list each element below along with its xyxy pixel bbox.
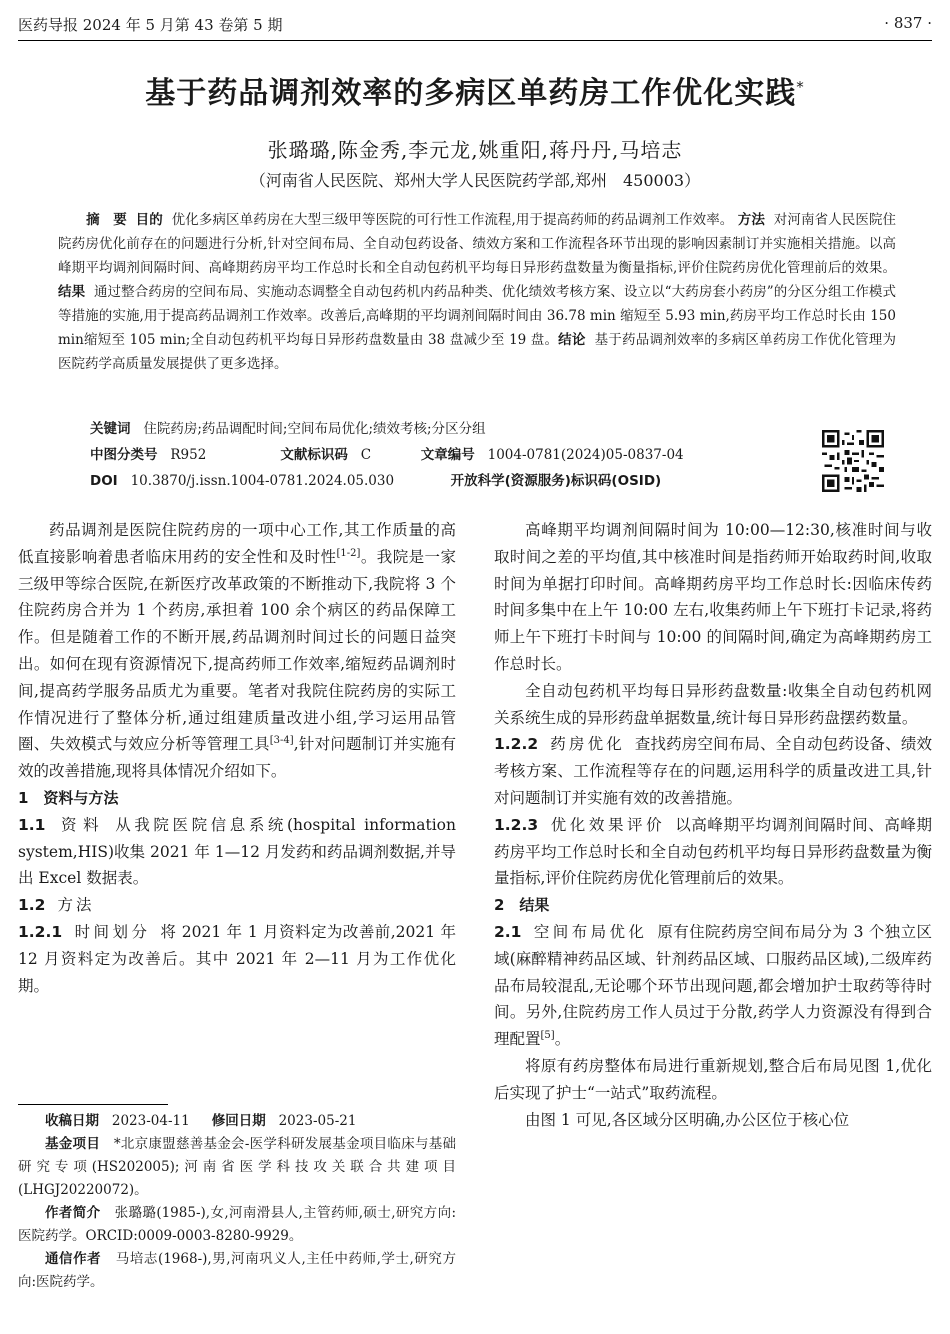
section-1-2-1 <box>18 919 456 999</box>
classification-row <box>90 443 684 467</box>
section-1-1-title: 资料 <box>57 815 106 834</box>
right-column <box>494 517 932 1133</box>
section-1-1-number: 1.1 <box>18 815 46 834</box>
footnotes <box>18 1110 456 1294</box>
intro-text-c: ,针对问题制订并实施有效的改善措施,现将具体情况介绍如下。 <box>18 735 456 781</box>
layout-figure-paragraph: 将原有药房整体布局进行重新规划,整合后布局见图 1,优化后实现了护士“一站式”取药流程。 <box>494 1056 932 1102</box>
clc-value: R952 <box>170 447 207 463</box>
tray-count-paragraph: 全自动包药机平均每日异形药盘数量:收集全自动包药机网关系统生成的异形药盘单据数量,统计每日异形药盘摆药数量。 <box>494 681 932 727</box>
section-2-1-number: 2.1 <box>494 922 522 941</box>
received-label: 收稿日期 <box>45 1113 99 1129</box>
keywords-row <box>90 417 486 441</box>
footnote-rule <box>18 1104 168 1105</box>
figure-description-paragraph: 由图 1 可见,各区域分区明确,办公区位于核心位 <box>525 1110 850 1129</box>
osid-qr-code <box>822 430 884 492</box>
fund-text: *北京康盟慈善基金会-医学科研发展基金项目临床与基础研究专项(HS202005);河南省医学科技攻关联合共建项目(LHGJ20220072)。 <box>18 1136 457 1198</box>
author-footnote <box>18 1202 456 1248</box>
keywords-label: 关键词 <box>90 421 131 437</box>
section-1-2 <box>18 892 456 919</box>
osid-label: 开放科学(资源服务)标识码(OSID) <box>450 473 662 489</box>
affiliation: （河南省人民医院、郑州大学人民医院药学部,郑州 450003） <box>249 171 701 190</box>
section-heading-1: 1 资料与方法 <box>18 788 119 807</box>
section-1-2-2 <box>494 731 932 811</box>
corresponding-footnote <box>18 1248 456 1294</box>
dates-footnote <box>18 1110 456 1133</box>
section-1-2-1-number: 1.2.1 <box>18 922 63 941</box>
doi-value: 10.3870/j.issn.1004-0781.2024.05.030 <box>130 473 395 489</box>
section-2-1 <box>494 919 932 1053</box>
conclusion-text: 基于药品调剂效率的多病区单药房工作优化管理为医院药学高质量发展提供了更多选择。 <box>58 332 897 372</box>
section-heading-2: 2 结果 <box>494 896 550 915</box>
section-1-2-3-number: 1.2.3 <box>494 815 539 834</box>
abstract <box>58 208 896 376</box>
author-bio-label: 作者简介 <box>45 1205 101 1221</box>
results-text: 通过整合药房的空间布局、实施动态调整全自动包药机内药品种类、优化绩效考核方案、设立以“大药房套小药房”的分区分组工作模式等措施的实施,用于提高药品调剂工作效率。改善后,高峰期的平均调剂间隔时间由 36.78 min 缩短至 5.93 min,药房平均工作总时长由 150 min缩短至 105 min;全自动包药机平均每日异形药盘数量由 38 盘减少至 19 盘。 <box>58 284 896 348</box>
intro-paragraph <box>18 517 456 785</box>
article-no-label: 文章编号 <box>420 447 475 463</box>
section-1-1 <box>18 812 456 892</box>
title-text: 基于药品调剂效率的多病区单药房工作优化实践 <box>145 76 797 111</box>
section-1-2-2-title: 药房优化 <box>550 735 625 754</box>
section-1-1-text: 从我院医院信息系统(hospital information system,HIS)收集 2021 年 1—12 月发药和药品调剂数据,并导出 Excel 数据表。 <box>18 815 456 888</box>
doc-code-value: C <box>360 447 372 463</box>
intro-text-a: 药品调剂是医院住院药房的一项中心工作,其工作质量的高低直接影响着患者临床用药的安全性和及时性 <box>18 521 456 566</box>
section-2-1-title: 空间布局优化 <box>533 922 648 941</box>
clc-label: 中图分类号 <box>90 447 158 463</box>
section-1-2-3 <box>494 812 932 892</box>
article-no-value: 1004-0781(2024)05-0837-04 <box>487 447 684 463</box>
peak-interval-paragraph: 高峰期平均调剂间隔时间为 10:00—12:30,核准时间与收取时间之差的平均值,其中核准时间是指药师开始取药时间,收取时间为单据打印时间。高峰期药房平均工作总时长:因临床传药时间多集中在上午 10:00 左右,收集药师上午下班打卡记录,将药师上午下班打卡时间与 10:00 的间隔时间,确定为高峰期药房工作总时长。 <box>494 521 932 673</box>
corresponding-label: 通信作者 <box>45 1251 102 1267</box>
section-1-2-1-text: 将 2021 年 1 月资料定为改善前,2021 年 12 月资料定为改善后。其中 2021 年 2—11 月为工作优化期。 <box>18 922 456 995</box>
section-1-2-3-text: 以高峰期平均调剂间隔时间、高峰期药房平均工作总时长和全自动包药机平均每日异形药盘数量为衡量指标,评价住院药房优化管理前后的效果。 <box>494 815 932 888</box>
section-2-1-end: 。 <box>554 1030 571 1049</box>
fund-footnote <box>18 1133 456 1202</box>
author-bio-text: 张璐璐(1985-),女,河南滑县人,主管药师,硕士,研究方向:医院药学。ORCID:0009-0003-8280-9929。 <box>18 1205 457 1244</box>
objective-text: 优化多病区单药房在大型三级甲等医院的可行性工作流程,用于提高药师的药品调剂工作效率。 <box>171 212 734 228</box>
fund-label: 基金项目 <box>45 1136 101 1152</box>
page-number: · 837 · <box>884 14 932 32</box>
doc-code-label: 文献标识码 <box>280 447 348 463</box>
section-1-2-title: 方法 <box>57 896 95 915</box>
abstract-label: 摘 要 <box>86 212 127 228</box>
methods-text: 对河南省人民医院住院药房优化前存在的问题进行分析,针对空间布局、全自动包药设备、绩效方案和工作流程各环节出现的影响因素制订并实施相关措施。以高峰期平均调剂间隔时间、高峰期药房平均工作总时长和全自动包药机平均每日异形药盘数量为衡量指标,评价住院药房优化管理前后的效果。 <box>58 212 897 276</box>
section-1-2-3-title: 优化效果评价 <box>550 815 666 834</box>
results-label: 结果 <box>58 284 86 300</box>
revised-date: 2023-05-21 <box>278 1113 357 1129</box>
section-1-2-2-number: 1.2.2 <box>494 735 539 754</box>
conclusion-label: 结论 <box>558 332 586 348</box>
header-rule <box>18 40 932 41</box>
author-list: 张璐璐,陈金秀,李元龙,姚重阳,蒋丹丹,马培志 <box>267 138 683 162</box>
intro-text-b: 。我院是一家三级甲等综合医院,在新医疗改革政策的不断推动下,我院将 3 个住院药房合并为 1 个药房,承担着 100 余个病区的药品保障工作。但是随着工作的不断开展,药品调剂时间过长的问题日益突出。如何在现有资源情况下,提高药师工作效率,缩短药品调剂时间,提高药学服务品质尤为重要。笔者对我院住院药房的实际工作情况进行了整体分析,通过组建质量改进小组,学习运用品管圈、失效模式与效应分析等管理工具 <box>18 547 456 754</box>
paper-title <box>0 68 950 112</box>
section-1-2-number: 1.2 <box>18 896 46 915</box>
left-column <box>18 517 456 999</box>
section-2-1-text: 原有住院药房空间布局分为 3 个独立区域(麻醉精神药品区域、针剂药品区域、口服药品区域),二级库药品布局较混乱,无论哪个环节出现问题,都会增加护士取药等待时间。另外,住院药房工作人员过于分散,药学人力资源没有得到合理配置 <box>494 922 932 1049</box>
citation-3-4: [3-4] <box>269 735 294 747</box>
doi-row <box>90 469 661 493</box>
journal-info: 医药导报 2024 年 5 月第 43 卷第 5 期 <box>18 16 283 34</box>
revised-label: 修回日期 <box>211 1113 266 1129</box>
citation-5: [5] <box>540 1029 555 1041</box>
citation-1-2: [1-2] <box>336 547 361 559</box>
corresponding-text: 马培志(1968-),男,河南巩义人,主任中药师,学士,研究方向:医院药学。 <box>18 1251 456 1290</box>
doi-label: DOI <box>90 473 118 489</box>
received-date: 2023-04-11 <box>111 1113 190 1129</box>
running-header <box>18 14 932 40</box>
methods-label: 方法 <box>737 212 765 228</box>
keywords: 住院药房;药品调配时间;空间布局优化;绩效考核;分区分组 <box>143 421 486 437</box>
objective-label: 目的 <box>135 212 163 228</box>
section-1-2-1-title: 时间划分 <box>74 922 151 941</box>
section-1-2-2-text: 查找药房空间布局、全自动包药设备、绩效考核方案、工作流程等存在的问题,运用科学的质量改进工具,针对问题制订并实施有效的改善措施。 <box>494 735 932 807</box>
title-marker: * <box>796 78 805 96</box>
